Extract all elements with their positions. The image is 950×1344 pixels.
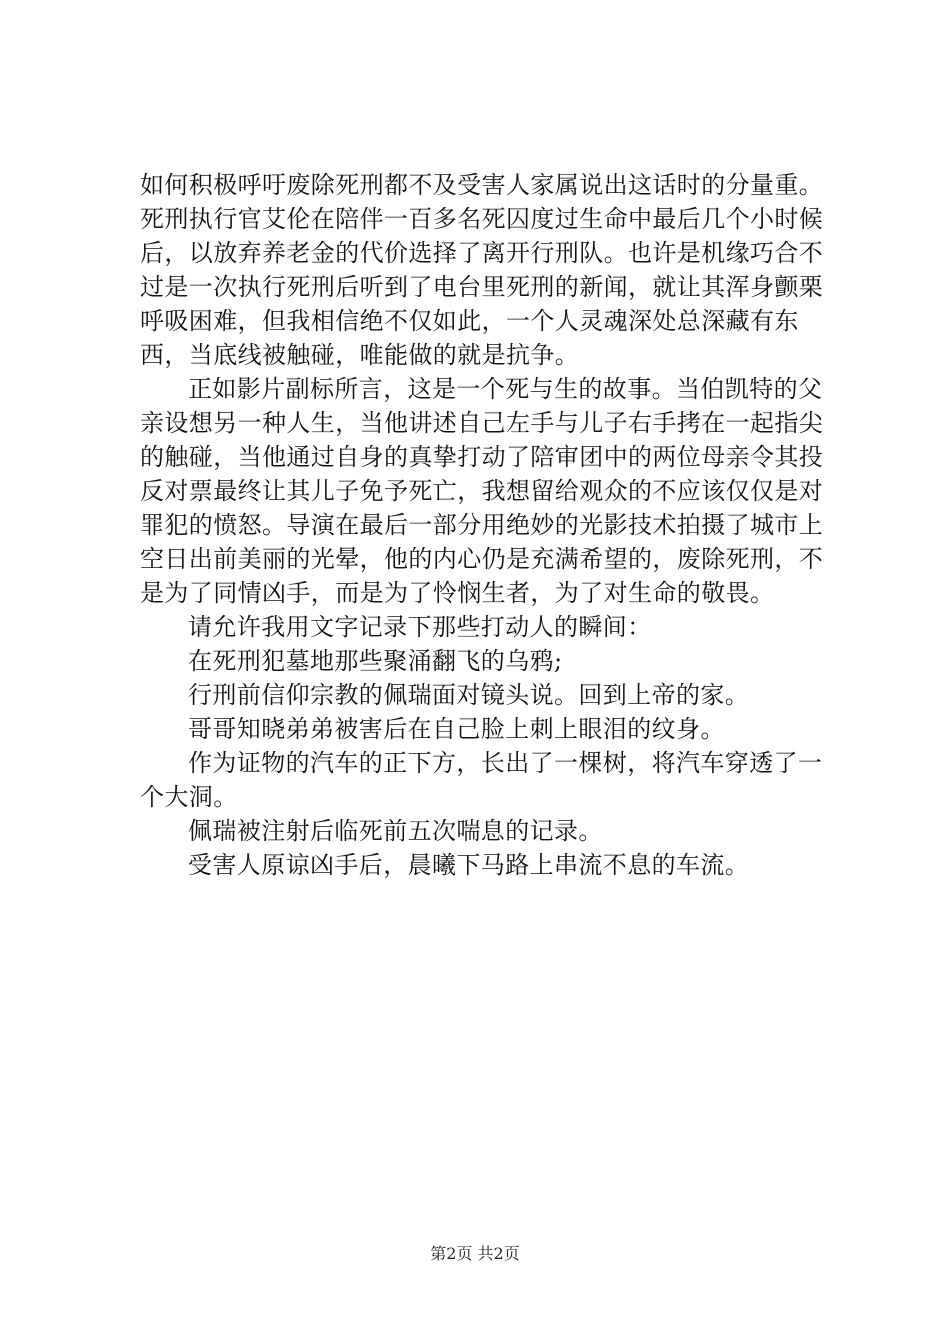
paragraph: 作为证物的汽车的正下方，长出了一棵树，将汽车穿透了一个大洞。 [140, 749, 823, 811]
paragraph: 如何积极呼吁废除死刑都不及受害人家属说出这话时的分量重。死刑执行官艾伦在陪伴一百多名死囚度过生命中最后几个小时候后，以放弃养老金的代价选择了离开行刑队。也许是机缘巧合不过是一次执行死刑后听到了电台里死刑的新闻，就让其浑身颤栗呼吸困难，但我相信绝不仅如此，一个人灵魂深处总深藏有东西，当底线被触碰，唯能做的就是抗争。 [140, 171, 824, 369]
paragraph: 行刑前信仰宗教的佩瑞面对镜头说。回到上帝的家。 [188, 681, 750, 709]
paragraph: 哥哥知晓弟弟被害后在自己脸上刺上眼泪的纹身。 [188, 715, 725, 743]
page-footer [0, 1244, 950, 1264]
paragraph: 佩瑞被注射后临死前五次喘息的记录。 [188, 817, 603, 845]
document-body [140, 168, 840, 882]
page-number: 第2页 共2页 [430, 1244, 520, 1263]
paragraph: 正如影片副标所言，这是一个死与生的故事。当伯凯特的父亲设想另一种人生，当他讲述自己左手与儿子右手拷在一起指尖的触碰，当他通过自身的真挚打动了陪审团中的两位母亲令其投反对票最终让其儿子免予死亡，我想留给观众的不应该仅仅是对罪犯的愤怒。导演在最后一部分用绝妙的光影技术拍摄了城市上空日出前美丽的光晕，他的内心仍是充满希望的，废除死刑，不是为了同情凶手，而是为了怜悯生者，为了对生命的敬畏。 [140, 375, 824, 607]
paragraph: 在死刑犯墓地那些聚涌翻飞的乌鸦; [188, 647, 563, 675]
paragraph: 请允许我用文字记录下那些打动人的瞬间： [188, 613, 652, 641]
paragraph: 受害人原谅凶手后，晨曦下马路上串流不息的车流。 [188, 851, 750, 879]
